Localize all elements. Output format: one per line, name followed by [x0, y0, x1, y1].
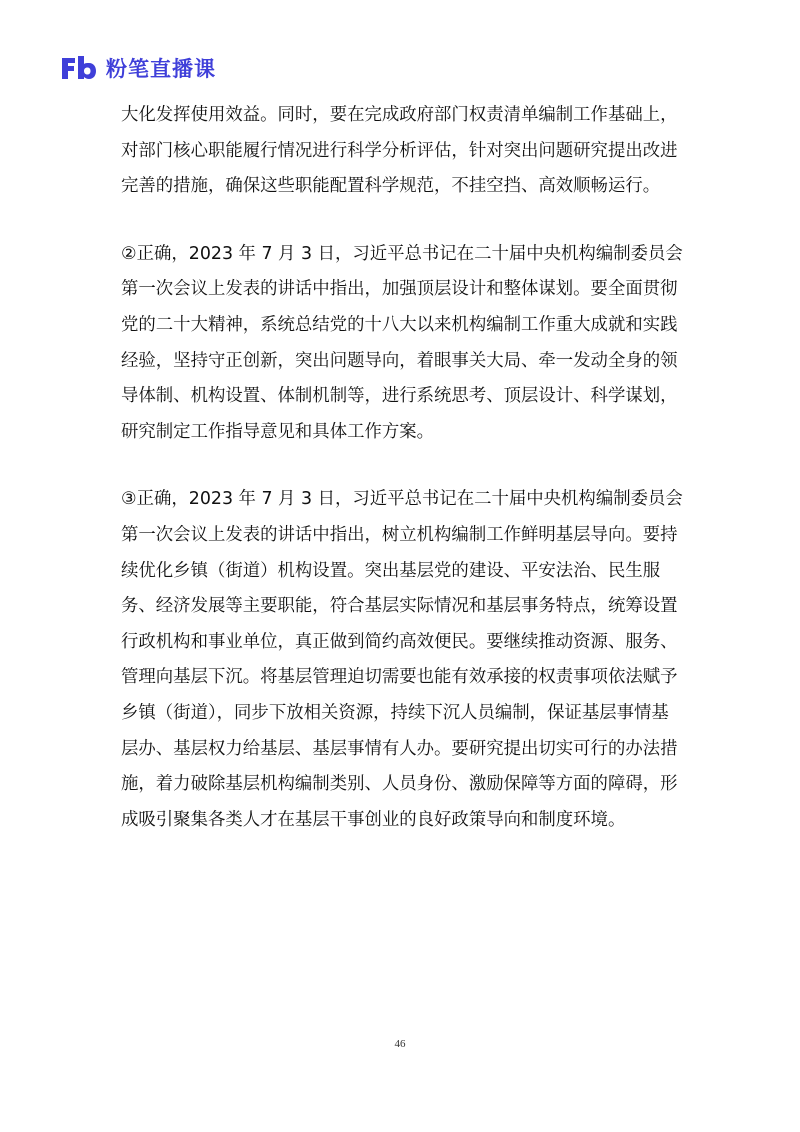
paragraph: ③正确，2023 年 7 月 3 日，习近平总书记在二十届中央机构编制委员会第一次会议上发表的讲话中指出，树立机构编制工作鲜明基层导向。要持续优化乡镇（街道）机构设置。突出基层党的建设、平安法治、民生服务、经济发展等主要职能，符合基层实际情况和基层事务特点，统筹设置行政机构和事业单位，真正做到简约高效便民。要继续推动资源、服务、管理向基层下沉。将基层管理迫切需要也能有效承接的权责事项依法赋予乡镇（街道），同步下放相关资源，持续下沉人员编制，保证基层事情基层办、基层权力给基层、基层事情有人办。要研究提出切实可行的办法措施，着力破除基层机构编制类别、人员身份、激励保障等方面的障碍，形成吸引聚集各类人才在基层干事创业的良好政策导向和制度环境。 [121, 489, 683, 830]
header [60, 52, 216, 84]
page-number: 46 [394, 1038, 406, 1050]
brand-name: 粉笔直播课 [106, 57, 216, 81]
paragraph: ②正确，2023 年 7 月 3 日，习近平总书记在二十届中央机构编制委员会第一次会议上发表的讲话中指出，加强顶层设计和整体谋划。要全面贯彻党的二十大精神，系统总结党的十八大以来机构编制工作重大成就和实践经验，坚持守正创新，突出问题导向，着眼事关大局、牵一发动全身的领导体制、机构设置、体制机制等，进行系统思考、顶层设计、科学谋划，研究制定工作指导意见和具体工作方案。 [121, 243, 683, 442]
document-body [121, 98, 683, 838]
paragraph: 大化发挥使用效益。同时，要在完成政府部门权责清单编制工作基础上，对部门核心职能履行情况进行科学分析评估，针对突出问题研究提出改进完善的措施，确保这些职能配置科学规范，不挂空挡、高效顺畅运行。 [121, 105, 678, 197]
fb-logo-icon [60, 55, 98, 81]
